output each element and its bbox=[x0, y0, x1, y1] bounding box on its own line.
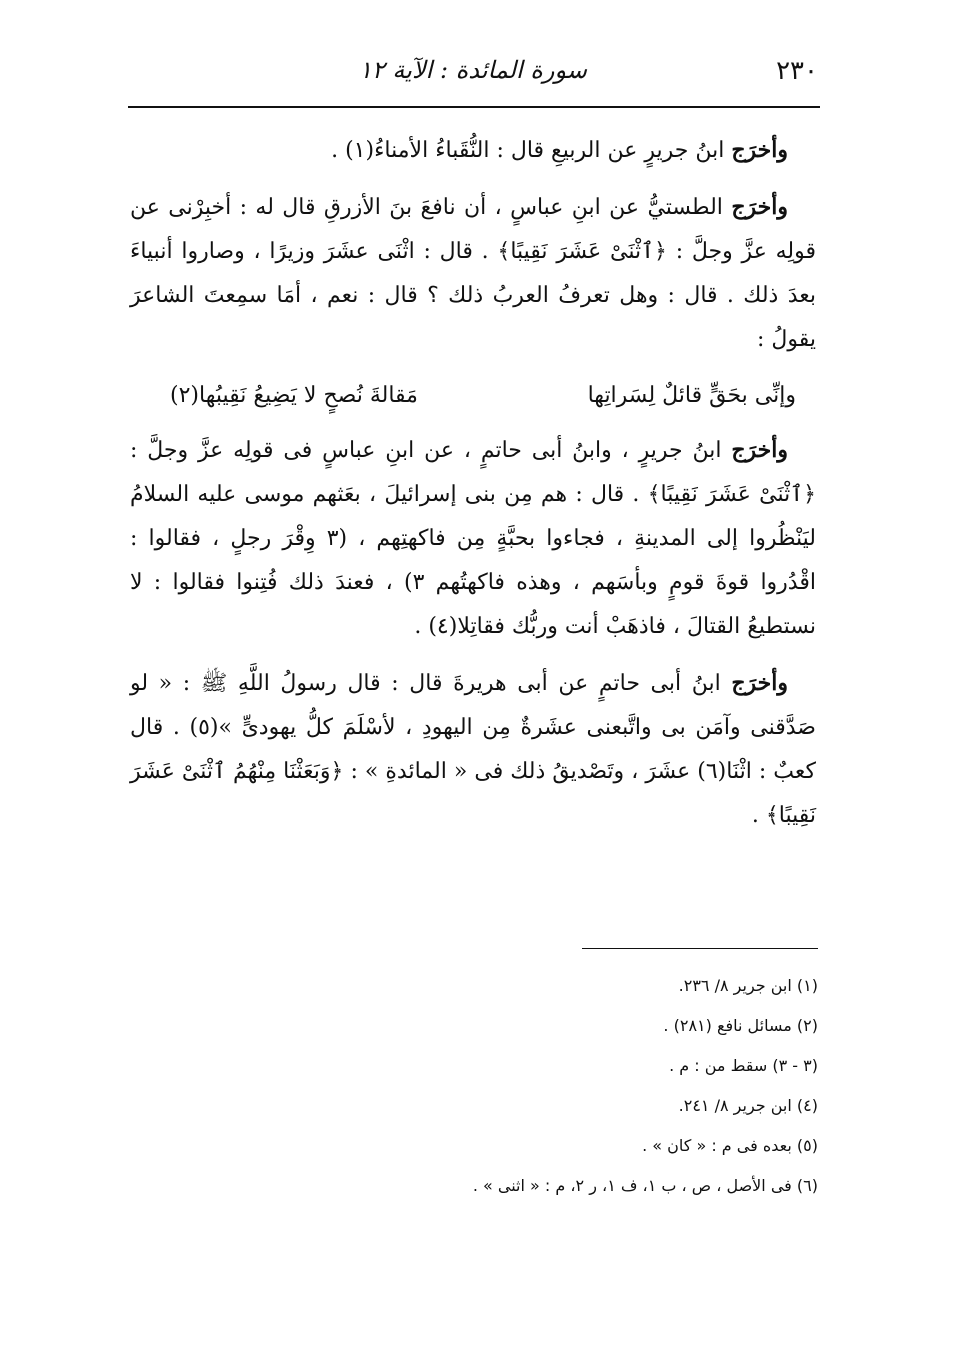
footnote-3: (٣ - ٣) سقط من : م . bbox=[669, 1056, 818, 1075]
footnote-5: (٥) بعده فى م : « كان » . bbox=[642, 1136, 818, 1155]
paragraph-1 bbox=[130, 128, 816, 173]
paragraph-text: ابنُ جريرٍ عن الربيعِ قال : النُّقَباءُ الأمناءُ(١) . bbox=[331, 138, 732, 163]
footnote-rule bbox=[582, 948, 818, 949]
poetry-verse bbox=[130, 374, 816, 418]
paragraph-text: ابنُ جريرٍ ، وابنُ أبى حاتمٍ ، عن ابنِ عباسٍ فى قولِه عزَّ وجلَّ : ﴿ٱثْنَىْ عَشَرَ نَقِيبًا﴾ . قال : هم مِن بنى إسرائيلَ ، بعَثهم موسى عليه السلامُ ليَنْظُروا إلى المدينةِ ، فجاءوا بحبَّةٍ مِن فاكهتِهم ، (٣ وِقْرَ رجلٍ ، فقالوا : اقْدُروا قوةَ قومٍ وبأسَهم ، وهذه فاكهتُهم ٣) ، فعندَ ذلك فُتِنوا فقالوا : لا نستطيعُ القتالَ ، فاذهَبْ أنت وربُّك فقاتِلا(٤) . bbox=[130, 438, 816, 639]
verse-first-hemistich: وإنِّى بحَقٍّ قائلٌ لِسَراتِها bbox=[587, 383, 796, 408]
paragraph-4 bbox=[130, 661, 816, 838]
header-rule bbox=[128, 106, 820, 108]
footnote-6: (٦) فى الأصل ، ص ، ب ١، ف ١، ر ٢، م : « اثنى » . bbox=[472, 1176, 818, 1195]
running-title: سورة المائدة : الآية ١٢ bbox=[359, 56, 587, 84]
paragraph-text: الطستيُّ عن ابنِ عباسٍ ، أن نافعَ بنَ الأزرقِ قال له : أخبِرْنى عن قولِه عزَّ وجلَّ : ﴿ٱثْنَىْ عَشَرَ نَقِيبًا﴾ . قال : اثْنَى عشَرَ وزيرًا ، وصاروا أنبياءَ بعدَ ذلك . قال : وهل تعرفُ العربُ ذلك ؟ قال : نعم ، أمَا سمِعتَ الشاعرَ يقولُ : bbox=[130, 195, 816, 352]
verse-second-hemistich: مَقالةَ نُصحٍ لا يَضِيعُ نَقِيبُها(٢) bbox=[170, 383, 418, 408]
page-header bbox=[128, 52, 818, 104]
footnote-2: (٢) مسائل نافع (٢٨١) . bbox=[663, 1016, 818, 1035]
page-number: ٢٣٠ bbox=[776, 56, 818, 86]
footnote-4: (٤) ابن جرير ٨/ ٢٤١. bbox=[678, 1096, 818, 1115]
paragraph-lead: وأخرَج bbox=[731, 670, 788, 696]
paragraph-3 bbox=[130, 428, 816, 649]
paragraph-text: ابنُ أبى حاتمٍ عن أبى هريرةَ قال : قال رسولُ اللَّهِ ﷺ : « لو صَدَّقنى وآمَن بى واتَّبعنى عشَرةٌ مِن اليهودِ ، لأسْلَمَ كلُّ يهودىٍّ »(٥) . قال كعبٌ : اثْنَا(٦) عشَرَ ، وتَصْديقُ ذلك فى « المائدةِ » : ﴿وَبَعَثْنَا مِنْهُمُ ٱثْنَىْ عَشَرَ نَقِيبًا﴾ . bbox=[130, 671, 817, 828]
paragraph-lead: وأخرَج bbox=[731, 194, 788, 220]
main-text bbox=[130, 128, 816, 850]
footnotes bbox=[300, 966, 818, 1206]
paragraph-lead: وأخرَج bbox=[731, 437, 788, 463]
footnote-1: (١) ابن جرير ٨/ ٢٣٦. bbox=[678, 976, 818, 995]
paragraph-2 bbox=[130, 185, 816, 362]
paragraph-lead: وأخرَج bbox=[731, 137, 788, 163]
